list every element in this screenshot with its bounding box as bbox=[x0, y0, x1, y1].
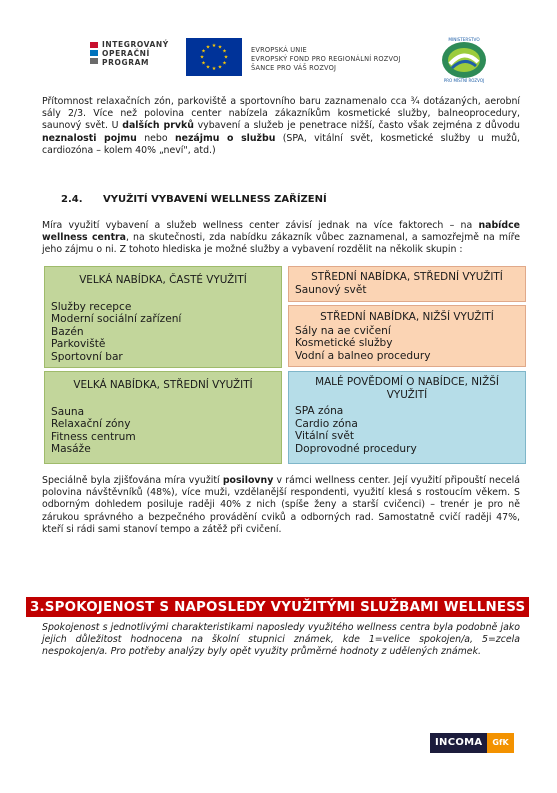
group-box-high-offer-frequent-use bbox=[44, 266, 282, 368]
incoma-logo-text: INCOMA bbox=[430, 733, 487, 753]
group-box-heading: VELKÁ NABÍDKA, STŘEDNÍ VYUŽITÍ bbox=[73, 379, 253, 391]
list-item: SPA zóna bbox=[295, 405, 344, 417]
eu-text-line1: EVROPSKÁ UNIE bbox=[251, 46, 307, 54]
eu-text-line3: ŠANCE PRO VÁŠ ROZVOJ bbox=[251, 64, 337, 72]
group-box-items bbox=[295, 405, 525, 455]
iop-logo-line3: PROGRAM bbox=[102, 58, 150, 67]
gym-usage-paragraph: Speciálně byla zjišťována míra využití posilovny v rámci wellness center. Její využití připouští necelá polovina návštěvníků (48%), více muži, vzdělanější respondenti, využití klesá s rostoucím věkem. S odborným dohledem posiluje raději 40% z nich (spíše ženy a starší cvičenci) – trenér je pro ně zárukou správného a bezpečného provádění cviků a odborných rad. Samostatně cvičí raději 47%, kteří si rádi sami stanoví tempo a zátěž při cvičení. bbox=[42, 475, 520, 535]
svg-text:★: ★ bbox=[222, 48, 227, 55]
list-item: Kosmetické služby bbox=[295, 337, 393, 350]
eu-flag-icon bbox=[186, 38, 242, 76]
list-item: Sály na ae cvičení bbox=[295, 324, 391, 337]
section-title: VYUŽITÍ VYBAVENÍ WELLNESS ZAŘÍZENÍ bbox=[103, 194, 327, 205]
svg-text:★: ★ bbox=[205, 64, 211, 71]
list-item: Sportovní bar bbox=[51, 350, 123, 363]
list-item: Vitální svět bbox=[295, 430, 355, 443]
list-item: Parkoviště bbox=[51, 338, 106, 351]
group-box-heading: STŘEDNÍ NABÍDKA, STŘEDNÍ VYUŽITÍ bbox=[311, 271, 503, 283]
list-item: Relaxační zóny bbox=[51, 418, 131, 431]
group-box-items bbox=[295, 325, 525, 363]
iop-logo bbox=[90, 40, 169, 67]
list-item: Masáže bbox=[51, 443, 91, 456]
iop-logo-line2: OPERAČNÍ bbox=[102, 49, 150, 58]
intro-paragraph: Přítomnost relaxačních zón, parkoviště a sportovního baru zaznamenalo cca ¾ dotázaných, aerobní sály 2/3. Více než polovina center nabízela zákazníkům kosmetické služby, balneoprocedury, saunový svět. U dalších prvků vybavení a služeb je penetrace nižší, často však zejména z důvodu neznalosti pojmu nebo nezájmu o službu (SPA, vitální svět, kosmetické služby u mužů, cardiozóna – kolem 40% „neví", atd.) bbox=[42, 96, 521, 156]
svg-text:★: ★ bbox=[199, 54, 205, 61]
group-box-medium-offer-low-use bbox=[288, 305, 526, 367]
list-item: Cardio zóna bbox=[295, 417, 358, 430]
svg-text:★: ★ bbox=[211, 43, 217, 49]
group-box-items bbox=[51, 406, 281, 456]
list-item: Fitness centrum bbox=[51, 430, 136, 443]
list-item: Služby recepce bbox=[51, 300, 132, 313]
ministry-logo-icon bbox=[436, 34, 492, 84]
svg-text:★: ★ bbox=[217, 44, 223, 51]
svg-text:★: ★ bbox=[222, 60, 227, 67]
group-box-medium-offer-medium-use bbox=[288, 266, 526, 302]
list-item: Moderní sociální zařízení bbox=[51, 313, 182, 326]
list-item: Doprovodné procedury bbox=[295, 442, 417, 455]
section-number: 2.4. bbox=[61, 194, 83, 205]
section-3-heading: 3.SPOKOJENOST S NAPOSLEDY VYUŽITÝMI SLUŽBAMI WELLNESS bbox=[30, 600, 526, 615]
group-box-heading: VELKÁ NABÍDKA, ČASTÉ VYUŽITÍ bbox=[79, 274, 247, 286]
list-item: Sauna bbox=[51, 405, 85, 418]
section-3-paragraph: Spokojenost s jednotlivými charakteristikami naposledy využitého wellness centra byla podobně jako jejich důležitost hodnocena na školní stupnici známek, kde 1=velice spokojen/a, 5=zcela nespokojen/a. Pro potřeby analýzy byly opět využity průměrné hodnoty z udělených známek. bbox=[42, 622, 520, 658]
svg-text:★: ★ bbox=[211, 66, 217, 72]
ministry-logo-bottom-text: PRO MÍSTNÍ ROZVOJ bbox=[443, 78, 485, 83]
list-item: Bazén bbox=[51, 325, 84, 338]
iop-logo-bars-icon bbox=[90, 42, 98, 66]
iop-logo-line1: INTEGROVANÝ bbox=[102, 40, 169, 49]
incoma-gfk-logo bbox=[430, 733, 522, 753]
group-box-heading: MALÉ POVĚDOMÍ O NABÍDCE, NIŽŠÍ VYUŽITÍ bbox=[315, 376, 499, 401]
section-2-4-heading bbox=[61, 194, 327, 205]
svg-text:★: ★ bbox=[217, 64, 223, 71]
eu-text-line2: EVROPSKÝ FOND PRO REGIONÁLNÍ ROZVOJ bbox=[251, 55, 401, 63]
group-box-high-offer-medium-use bbox=[44, 371, 282, 464]
ministry-logo-top-text: MINISTERSTVO bbox=[448, 37, 480, 42]
group-box-items bbox=[51, 301, 281, 364]
svg-text:★: ★ bbox=[201, 60, 206, 67]
section-2-4-paragraph: Míra využití vybavení a služeb wellness center závisí jednak na více faktorech – na nabídce wellness centra, na skutečnosti, zda nabídku zákazník vůbec zaznamenal, a samozřejmě na míře jeho zájmu o ni. Z tohoto hlediska je možné služby a vybavení rozdělit na několik skupin : bbox=[42, 220, 520, 256]
svg-text:★: ★ bbox=[205, 44, 211, 51]
list-item: Saunový svět bbox=[295, 283, 367, 296]
eu-fund-text bbox=[251, 46, 401, 73]
svg-text:★: ★ bbox=[201, 48, 206, 55]
svg-text:★: ★ bbox=[223, 54, 229, 61]
group-box-items bbox=[295, 284, 525, 297]
group-box-low-awareness-low-use bbox=[288, 371, 526, 464]
gfk-logo-text: GfK bbox=[487, 733, 513, 753]
group-box-heading: STŘEDNÍ NABÍDKA, NIŽŠÍ VYUŽITÍ bbox=[320, 311, 494, 323]
list-item: Vodní a balneo procedury bbox=[295, 349, 431, 362]
page-header bbox=[0, 0, 557, 92]
